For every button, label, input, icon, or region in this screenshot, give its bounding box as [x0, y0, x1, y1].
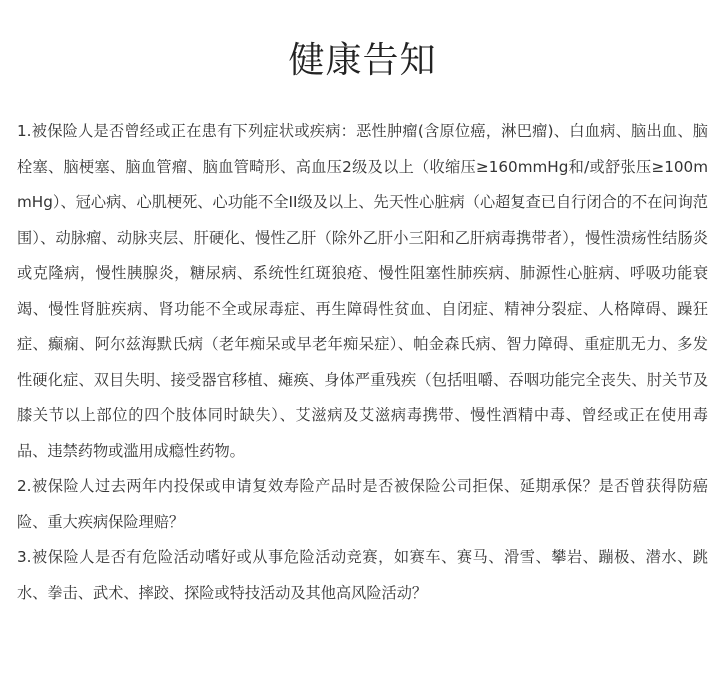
- question-3: 3.被保险人是否有危险活动嗜好或从事危险活动竞赛，如赛车、赛马、滑雪、攀岩、蹦极、潜水、跳水、拳击、武术、摔跤、探险或特技活动及其他高风险活动？: [17, 548, 708, 602]
- question-1: 1.被保险人是否曾经或正在患有下列症状或疾病：恶性肿瘤(含原位癌，淋巴瘤)、白血病、脑出血、脑栓塞、脑梗塞、脑血管瘤、脑血管畸形、高血压2级及以上（收缩压≥160mmHg和/或舒张压≥100mmHg）、冠心病、心肌梗死、心功能不全II级及以上、先天性心脏病（心超复查已自行闭合的不在问询范围）、动脉瘤、动脉夹层、肝硬化、慢性乙肝（除外乙肝小三阳和乙肝病毒携带者），慢性溃疡性结肠炎或克隆病，慢性胰腺炎，糖尿病、系统性红斑狼疮、慢性阻塞性肺疾病、肺源性心脏病、呼吸功能衰竭、慢性肾脏疾病、肾功能不全或尿毒症、再生障碍性贫血、自闭症、精神分裂症、人格障碍、躁狂症、癫痫、阿尔兹海默氏病（老年痴呆或早老年痴呆症）、帕金森氏病、智力障碍、重症肌无力、多发性硬化症、双目失明、接受器官移植、瘫痪、身体严重残疾（包括咀嚼、吞咽功能完全丧失、肘关节及膝关节以上部位的四个肢体同时缺失）、艾滋病及艾滋病毒携带、慢性酒精中毒、曾经或正在使用毒品、违禁药物或滥用成瘾性药物。: [17, 122, 708, 460]
- question-2: 2.被保险人过去两年内投保或申请复效寿险产品时是否被保险公司拒保、延期承保？是否曾获得防癌险、重大疾病保险理赔？: [17, 477, 708, 531]
- question-list: [17, 114, 708, 611]
- page-title: 健康告知: [288, 40, 437, 81]
